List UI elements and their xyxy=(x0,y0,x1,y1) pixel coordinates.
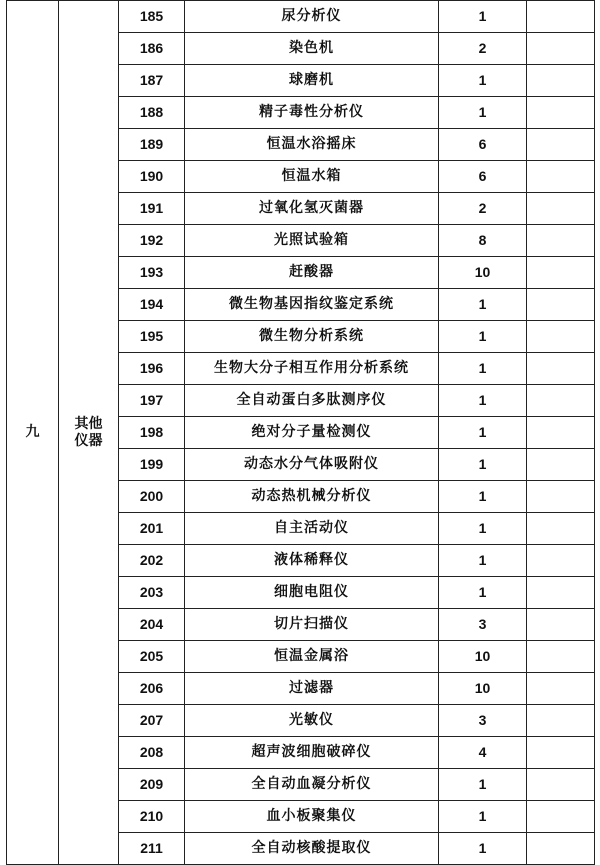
row-number-cell: 202 xyxy=(119,545,185,577)
item-name-cell: 光敏仪 xyxy=(185,705,439,737)
row-number-cell: 203 xyxy=(119,577,185,609)
item-name-cell: 光照试验箱 xyxy=(185,225,439,257)
row-number-cell: 211 xyxy=(119,833,185,865)
item-name-cell: 恒温金属浴 xyxy=(185,641,439,673)
row-number-cell: 194 xyxy=(119,289,185,321)
item-name-cell: 细胞电阻仪 xyxy=(185,577,439,609)
quantity-cell: 1 xyxy=(439,577,527,609)
item-name-cell: 恒温水箱 xyxy=(185,161,439,193)
item-name-cell: 微生物基因指纹鉴定系统 xyxy=(185,289,439,321)
row-number-cell: 195 xyxy=(119,321,185,353)
row-number-cell: 189 xyxy=(119,129,185,161)
remarks-cell xyxy=(527,225,595,257)
quantity-cell: 4 xyxy=(439,737,527,769)
remarks-cell xyxy=(527,801,595,833)
row-number-cell: 196 xyxy=(119,353,185,385)
row-number-cell: 188 xyxy=(119,97,185,129)
quantity-cell: 2 xyxy=(439,33,527,65)
item-name-cell: 动态水分气体吸附仪 xyxy=(185,449,439,481)
category-cell: 九 xyxy=(7,1,59,865)
remarks-cell xyxy=(527,33,595,65)
remarks-cell xyxy=(527,193,595,225)
quantity-cell: 1 xyxy=(439,545,527,577)
quantity-cell: 10 xyxy=(439,673,527,705)
item-name-cell: 赶酸器 xyxy=(185,257,439,289)
row-number-cell: 209 xyxy=(119,769,185,801)
item-name-cell: 全自动核酸提取仪 xyxy=(185,833,439,865)
table-body xyxy=(7,1,595,865)
remarks-cell xyxy=(527,833,595,865)
quantity-cell: 10 xyxy=(439,257,527,289)
row-number-cell: 207 xyxy=(119,705,185,737)
remarks-cell xyxy=(527,577,595,609)
item-name-cell: 切片扫描仪 xyxy=(185,609,439,641)
quantity-cell: 1 xyxy=(439,65,527,97)
row-number-cell: 198 xyxy=(119,417,185,449)
quantity-cell: 1 xyxy=(439,321,527,353)
item-name-cell: 超声波细胞破碎仪 xyxy=(185,737,439,769)
item-name-cell: 全自动血凝分析仪 xyxy=(185,769,439,801)
remarks-cell xyxy=(527,289,595,321)
row-number-cell: 205 xyxy=(119,641,185,673)
equipment-table xyxy=(6,0,595,865)
group-label-line: 仪器 xyxy=(74,432,103,449)
quantity-cell: 1 xyxy=(439,97,527,129)
item-name-cell: 动态热机械分析仪 xyxy=(185,481,439,513)
remarks-cell xyxy=(527,641,595,673)
remarks-cell xyxy=(527,513,595,545)
group-label-line: 其他 xyxy=(74,415,103,432)
quantity-cell: 2 xyxy=(439,193,527,225)
item-name-cell: 全自动蛋白多肽测序仪 xyxy=(185,385,439,417)
remarks-cell xyxy=(527,129,595,161)
quantity-cell: 3 xyxy=(439,609,527,641)
remarks-cell xyxy=(527,161,595,193)
quantity-cell: 3 xyxy=(439,705,527,737)
quantity-cell: 1 xyxy=(439,353,527,385)
remarks-cell xyxy=(527,65,595,97)
row-number-cell: 208 xyxy=(119,737,185,769)
remarks-cell xyxy=(527,321,595,353)
row-number-cell: 193 xyxy=(119,257,185,289)
item-name-cell: 过氧化氢灭菌器 xyxy=(185,193,439,225)
remarks-cell xyxy=(527,609,595,641)
quantity-cell: 1 xyxy=(439,385,527,417)
quantity-cell: 1 xyxy=(439,801,527,833)
remarks-cell xyxy=(527,673,595,705)
quantity-cell: 6 xyxy=(439,161,527,193)
quantity-cell: 1 xyxy=(439,833,527,865)
quantity-cell: 8 xyxy=(439,225,527,257)
item-name-cell: 自主活动仪 xyxy=(185,513,439,545)
row-number-cell: 201 xyxy=(119,513,185,545)
remarks-cell xyxy=(527,353,595,385)
item-name-cell: 球磨机 xyxy=(185,65,439,97)
item-name-cell: 过滤器 xyxy=(185,673,439,705)
remarks-cell xyxy=(527,481,595,513)
quantity-cell: 1 xyxy=(439,481,527,513)
item-name-cell: 血小板聚集仪 xyxy=(185,801,439,833)
item-name-cell: 液体稀释仪 xyxy=(185,545,439,577)
remarks-cell xyxy=(527,737,595,769)
row-number-cell: 206 xyxy=(119,673,185,705)
row-number-cell: 191 xyxy=(119,193,185,225)
item-name-cell: 生物大分子相互作用分析系统 xyxy=(185,353,439,385)
item-name-cell: 恒温水浴摇床 xyxy=(185,129,439,161)
remarks-cell xyxy=(527,417,595,449)
row-number-cell: 185 xyxy=(119,1,185,33)
row-number-cell: 199 xyxy=(119,449,185,481)
row-number-cell: 200 xyxy=(119,481,185,513)
row-number-cell: 210 xyxy=(119,801,185,833)
quantity-cell: 1 xyxy=(439,1,527,33)
remarks-cell xyxy=(527,449,595,481)
row-number-cell: 187 xyxy=(119,65,185,97)
row-number-cell: 190 xyxy=(119,161,185,193)
item-name-cell: 精子毒性分析仪 xyxy=(185,97,439,129)
row-number-cell: 186 xyxy=(119,33,185,65)
remarks-cell xyxy=(527,97,595,129)
row-number-cell: 192 xyxy=(119,225,185,257)
remarks-cell xyxy=(527,257,595,289)
quantity-cell: 1 xyxy=(439,289,527,321)
quantity-cell: 1 xyxy=(439,769,527,801)
quantity-cell: 10 xyxy=(439,641,527,673)
remarks-cell xyxy=(527,769,595,801)
remarks-cell xyxy=(527,705,595,737)
item-name-cell: 染色机 xyxy=(185,33,439,65)
remarks-cell xyxy=(527,545,595,577)
row-number-cell: 204 xyxy=(119,609,185,641)
row-number-cell: 197 xyxy=(119,385,185,417)
quantity-cell: 6 xyxy=(439,129,527,161)
quantity-cell: 1 xyxy=(439,449,527,481)
remarks-cell xyxy=(527,385,595,417)
remarks-cell xyxy=(527,1,595,33)
quantity-cell: 1 xyxy=(439,513,527,545)
item-name-cell: 微生物分析系统 xyxy=(185,321,439,353)
quantity-cell: 1 xyxy=(439,417,527,449)
item-name-cell: 绝对分子量检测仪 xyxy=(185,417,439,449)
table-row xyxy=(7,1,595,33)
group-cell xyxy=(59,1,119,865)
item-name-cell: 尿分析仪 xyxy=(185,1,439,33)
